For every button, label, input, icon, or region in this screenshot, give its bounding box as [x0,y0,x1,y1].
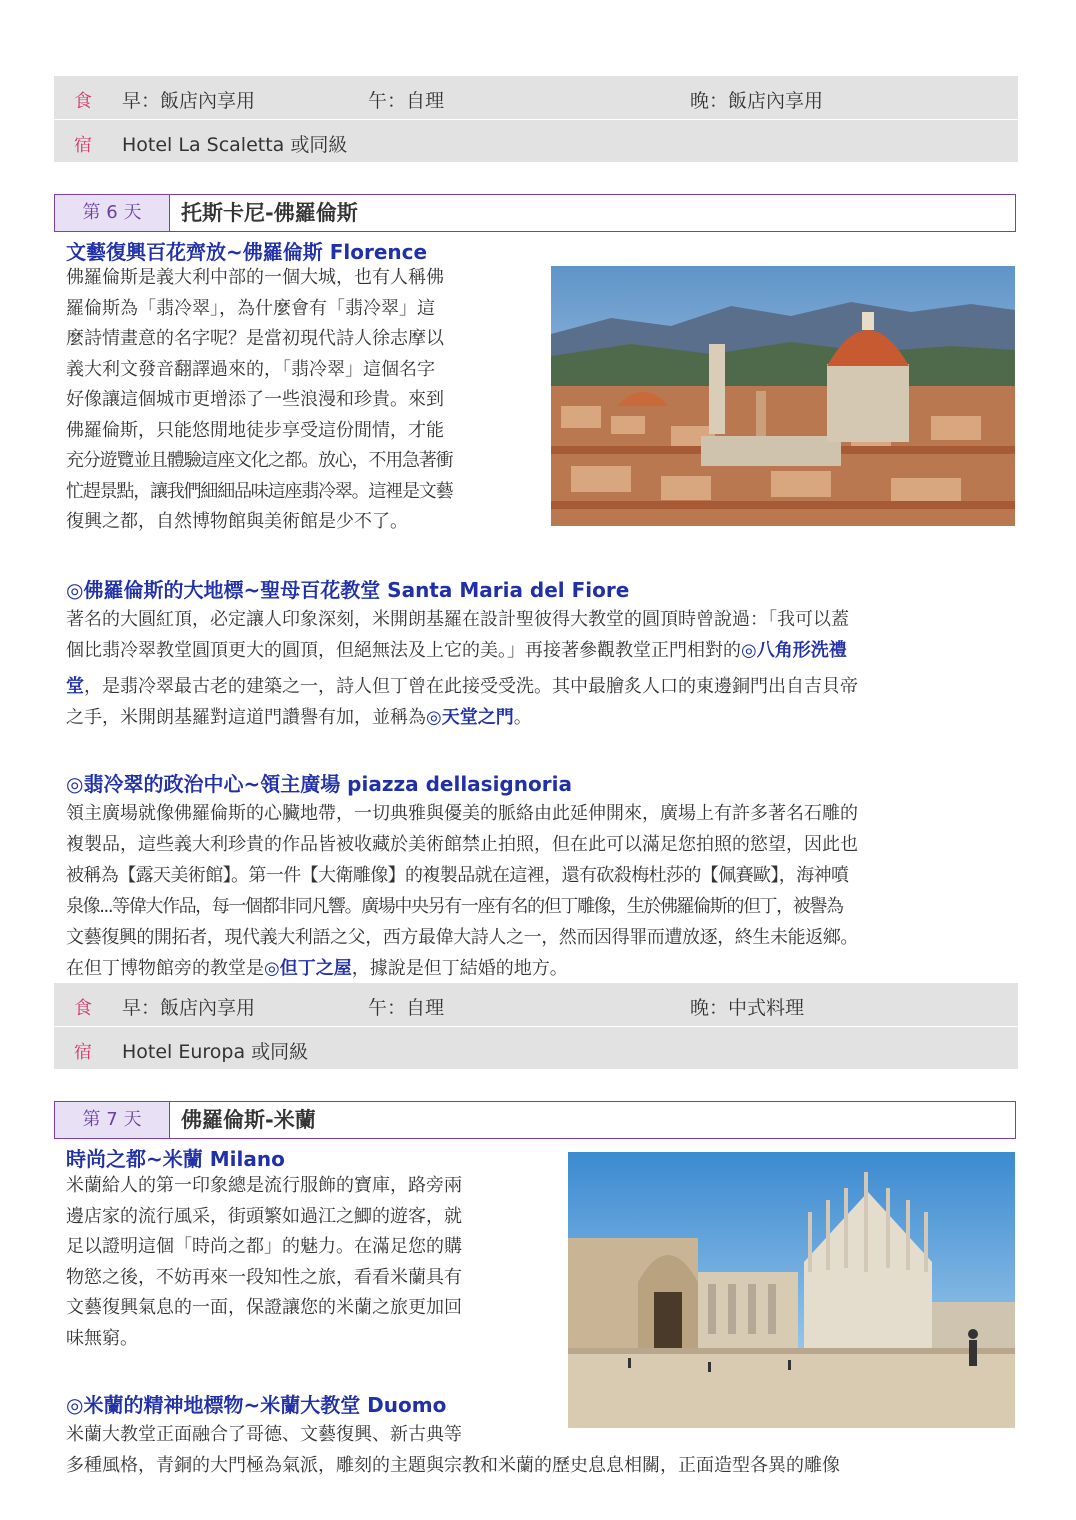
meal-info-day5 [54,76,1018,162]
section-title-florence: 文藝復興百花齊放~佛羅倫斯 Florence [66,240,428,264]
text-span: ，據說是但丁結婚的地方。 [351,958,568,979]
day-number: 第 6 天 [55,195,170,231]
florence-paragraph [66,263,536,538]
milan-duomo-photo [568,1152,1015,1428]
text-line: 忙趕景點，讓我們細細品味這座翡冷翠。這裡是文藝 [66,480,453,502]
text-line: 領主廣場就像佛羅倫斯的心臟地帶，一切典雅與優美的脈絡由此延伸開來，廣場上有許多著名石雕的 [66,803,858,824]
text-line: 足以證明這個「時尚之都」的魅力。在滿足您的購 [66,1236,462,1257]
breakfast-text: 早：飯店內享用 [122,997,256,1019]
text-span: 。 [513,707,532,728]
milano-paragraph [66,1171,552,1354]
text-line [66,702,1018,733]
gates-of-paradise-highlight: ◎天堂之門 [426,707,514,728]
text-line: 好像讓這個城市更增添了一些浪漫和珍貴。來到 [66,389,444,410]
text-line: 複製品，這些義大利珍貴的作品皆被收藏於美術館禁止拍照，但在此可以滿足您拍照的慾望，因此也 [66,834,858,855]
text-span: 在但丁博物館旁的教堂是 [66,958,264,979]
baptistery-highlight-cont: 堂 [66,676,84,697]
day-title: 佛羅倫斯-米蘭 [181,1108,316,1132]
day-7-header [54,1101,1016,1139]
section-title-milan-duomo: ◎米蘭的精神地標物~米蘭大教堂 Duomo [66,1393,447,1417]
dinner-text: 晚：中式料理 [690,997,805,1019]
text-line: 羅倫斯為「翡冷翠」，為什麼會有「翡冷翠」這 [66,297,435,319]
text-line: 復興之都，自然博物館與美術館是少不了。 [66,511,408,532]
food-label: 食 [74,91,92,112]
text-line: 被稱為【露天美術館】。第一件【大衛雕像】的複製品就在這裡，還有砍殺梅杜莎的【佩賽歐】，海神噴 [66,865,849,886]
text-line: 泉像...等偉大作品，每一個都非同凡響。廣場中央另有一座有名的但丁雕像，生於佛羅倫斯的但丁，被譽為 [66,896,843,917]
day-number: 第 7 天 [55,1102,170,1138]
text-line: 文藝復興的開拓者，現代義大利語之父，西方最偉大詩人之一，然而因得罪而遭放逐，終生未能返鄉。 [66,927,858,948]
text-line: 義大利文發音翻譯過來的，「翡冷翠」這個名字 [66,358,435,380]
text-span: ，是翡冷翠最古老的建築之一，詩人但丁曾在此接受受洗。其中最膾炙人口的東邊銅門出自吉貝帝 [84,676,858,697]
lunch-text: 午：自理 [368,997,445,1019]
signoria-paragraph [66,798,1032,984]
text-line: 佛羅倫斯是義大利中部的一個大城，也有人稱佛 [66,267,444,288]
florence-cityscape-photo [551,266,1015,526]
text-span: 個比翡冷翠教堂圓頂更大的圓頂，但絕無法及上它的美。」再接著參觀教堂正門相對的 [66,640,741,661]
text-line: 米蘭大教堂正面融合了哥德、文藝復興、新古典等 [66,1424,462,1445]
section-title-duomo-florence: ◎佛羅倫斯的大地標~聖母百花教堂 Santa Maria del Fiore [66,578,630,602]
text-line: 物慾之後，不妨再來一段知性之旅，看看米蘭具有 [66,1266,462,1288]
hotel-label: 宿 [74,135,92,156]
text-line [66,635,1018,666]
day-title: 托斯卡尼-佛羅倫斯 [181,201,358,225]
lunch-text: 午：自理 [368,90,445,112]
meal-info-day6 [54,983,1018,1069]
duomo-paragraph [66,604,1018,733]
dinner-text: 晚：飯店內享用 [690,90,824,112]
text-line: 充分遊覽並且體驗這座文化之都。放心，不用急著衝 [66,450,453,471]
day-6-header [54,194,1016,232]
text-line: 麼詩情畫意的名字呢？是當初現代詩人徐志摩以 [66,328,444,349]
meal-row [54,983,1018,1025]
text-line: 米蘭給人的第一印象總是流行服飾的寶庫，路旁兩 [66,1175,462,1196]
text-line: 著名的大圓紅頂，必定讓人印象深刻，米開朗基羅在設計聖彼得大教堂的圓頂時曾說過：「我可以蓋 [66,609,849,630]
food-label: 食 [74,998,92,1019]
section-title-milano: 時尚之都~米蘭 Milano [66,1147,285,1171]
hotel-text: Hotel Europa 或同級 [122,1041,309,1063]
section-title-signoria: ◎翡冷翠的政治中心~領主廣場 piazza dellasignoria [66,772,572,796]
dante-house-highlight: ◎但丁之屋 [264,958,352,979]
text-line: 多種風格，青銅的大門極為氣派，雕刻的主題與宗教和米蘭的歷史息息相關，正面造型各異的雕像 [66,1455,840,1476]
meal-row [54,76,1018,118]
hotel-row [54,119,1018,162]
hotel-row [54,1026,1018,1069]
text-line: 味無窮。 [66,1327,138,1349]
text-line [66,671,1018,702]
breakfast-text: 早：飯店內享用 [122,90,256,112]
hotel-label: 宿 [74,1042,92,1063]
hotel-text: Hotel La Scaletta 或同級 [122,134,348,156]
text-span: 之手，米開朗基羅對這道門讚譽有加，並稱為 [66,707,426,728]
text-line: 邊店家的流行風采，街頭繁如過江之鯽的遊客，就 [66,1205,462,1227]
baptistery-highlight: ◎八角形洗禮 [741,640,847,661]
text-line [66,953,1032,984]
milan-duomo-paragraph [66,1419,1018,1481]
text-line: 文藝復興氣息的一面，保證讓您的米蘭之旅更加回 [66,1297,462,1318]
text-line: 佛羅倫斯，只能悠閒地徒步享受這份閒情，才能 [66,419,444,441]
